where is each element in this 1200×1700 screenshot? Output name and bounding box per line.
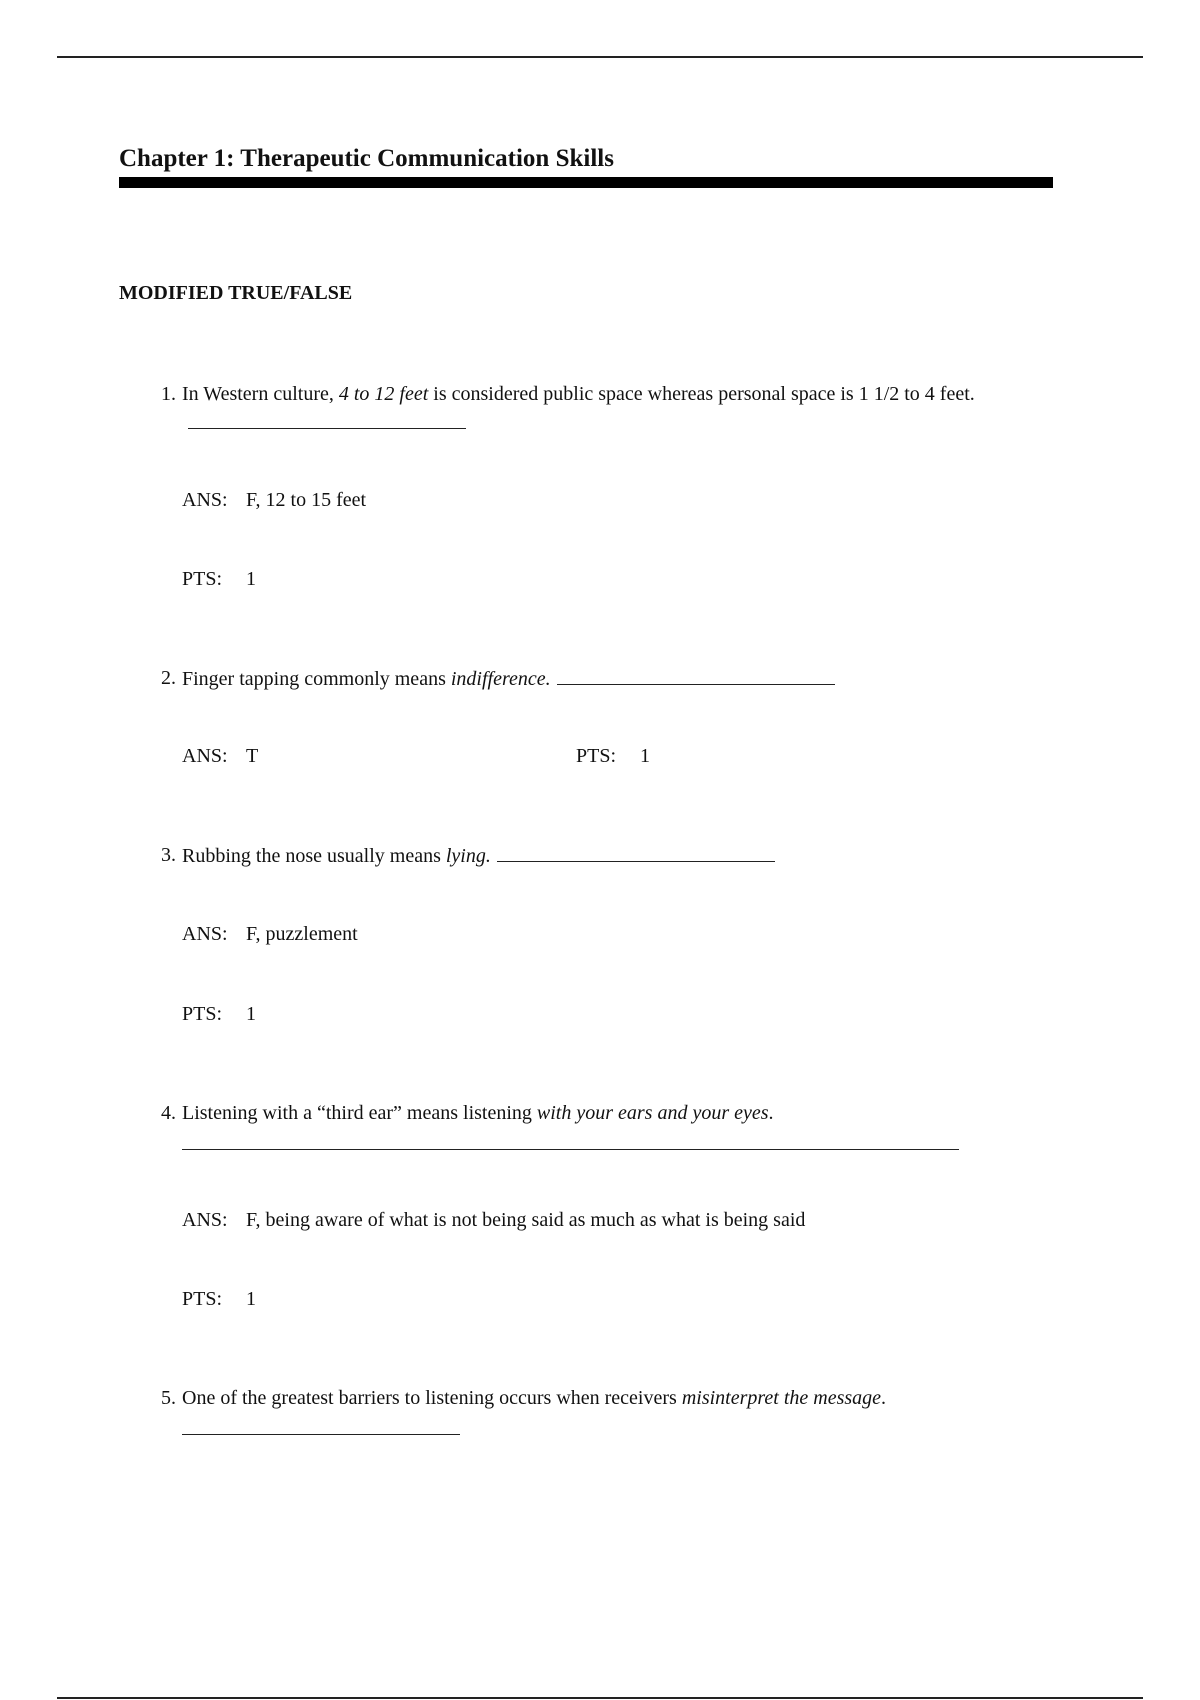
points-value: 1 — [246, 1288, 256, 1310]
question-emphasis: misinterpret the message — [681, 1387, 882, 1409]
answer-3 — [182, 920, 358, 948]
question-emphasis: with your ears and your eyes — [536, 1102, 769, 1124]
ans-label: ANS: — [182, 745, 228, 767]
question-text: One of the greatest barriers to listening occurs when receivers — [182, 1387, 682, 1409]
question-text: . — [768, 1102, 774, 1124]
answer-value: F, being aware of what is not being said as much as what is being said — [246, 1209, 806, 1231]
ans-label: ANS: — [182, 923, 228, 945]
points-2 — [576, 742, 650, 770]
question-text: Rubbing the nose usually means — [182, 845, 446, 867]
question-3 — [161, 841, 1082, 870]
question-text: is considered public space whereas personal space is 1 1/2 to 4 feet. — [428, 383, 975, 405]
answer-2 — [182, 742, 258, 770]
points-1 — [182, 565, 256, 593]
question-number: 3. — [161, 844, 176, 866]
points-value: 1 — [246, 1003, 256, 1025]
question-text: Listening with a “third ear” means listening — [182, 1102, 537, 1124]
pts-label: PTS: — [576, 745, 617, 767]
answer-value: T — [246, 745, 259, 767]
pts-label: PTS: — [182, 1003, 223, 1025]
question-number: 1. — [161, 383, 176, 405]
question-2 — [161, 664, 1082, 693]
chapter-title-bar — [119, 177, 1053, 188]
question-4 — [161, 1099, 1082, 1150]
pts-label: PTS: — [182, 1288, 223, 1310]
answer-1 — [182, 486, 366, 514]
answer-value: F, puzzlement — [246, 923, 358, 945]
question-emphasis: lying. — [445, 845, 491, 867]
question-number: 2. — [161, 667, 176, 689]
answer-blank — [182, 1416, 460, 1435]
chapter-title: Chapter 1: Therapeutic Communication Skills — [119, 145, 614, 172]
points-value: 1 — [246, 568, 256, 590]
answer-value: F, 12 to 15 feet — [246, 489, 367, 511]
question-text: Finger tapping commonly means — [182, 668, 451, 690]
question-5 — [161, 1384, 1082, 1435]
answer-4 — [182, 1206, 805, 1234]
question-text: In Western culture, — [182, 383, 339, 405]
question-1 — [161, 380, 1032, 437]
ans-label: ANS: — [182, 1209, 228, 1231]
answer-blank — [497, 841, 775, 862]
answer-blank — [182, 1131, 959, 1150]
question-emphasis: 4 to 12 feet — [338, 383, 429, 405]
question-number: 4. — [161, 1102, 176, 1124]
ans-label: ANS: — [182, 489, 228, 511]
question-text: . — [881, 1387, 887, 1409]
question-number: 5. — [161, 1387, 176, 1409]
top-rule — [57, 56, 1143, 58]
points-3 — [182, 1000, 256, 1028]
answer-blank — [188, 408, 466, 429]
answer-blank — [557, 664, 835, 685]
points-value: 1 — [640, 745, 650, 767]
question-emphasis: indifference. — [450, 668, 551, 690]
bottom-rule — [57, 1697, 1143, 1699]
pts-label: PTS: — [182, 568, 223, 590]
points-4 — [182, 1285, 256, 1313]
section-heading: MODIFIED TRUE/FALSE — [119, 282, 353, 304]
